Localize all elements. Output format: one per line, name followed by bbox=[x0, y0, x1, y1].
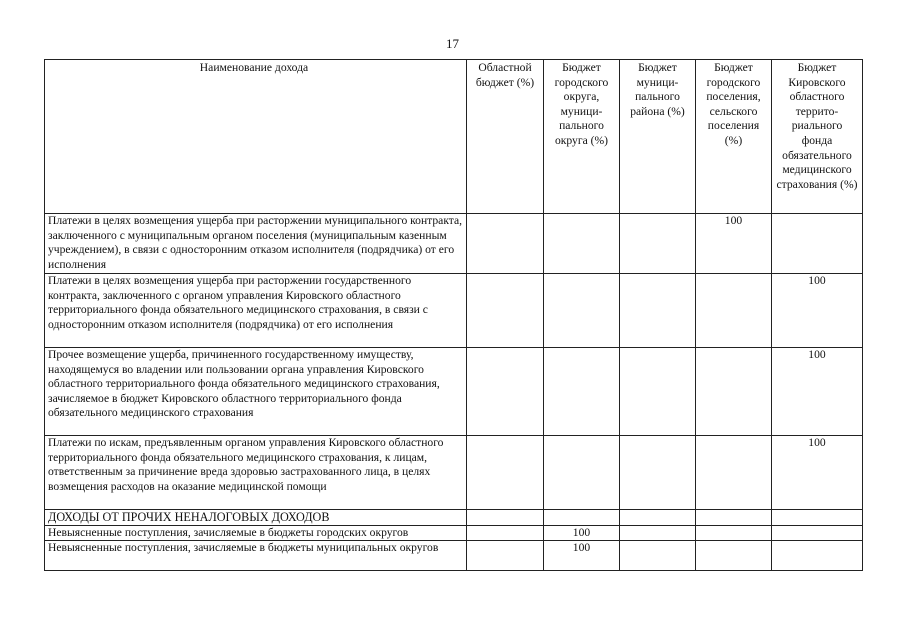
city-district-budget-cell: 100 bbox=[544, 541, 620, 571]
regional-budget-cell bbox=[467, 436, 544, 510]
municipal-district-budget-cell bbox=[620, 541, 696, 571]
medical-fund-budget-cell: 100 bbox=[772, 436, 863, 510]
page-number: 17 bbox=[446, 36, 459, 51]
municipal-district-budget-cell bbox=[620, 510, 696, 526]
table-row bbox=[45, 541, 863, 571]
municipal-district-budget-cell bbox=[620, 436, 696, 510]
revenue-name-cell: Платежи в целях возмещения ущерба при расторжении муниципального контракта, заключенного с муниципальным органом поселения (муниципальным казенным учреждением), в связи с односторонним отказом исполнителя (подрядчика) от его исполнения bbox=[45, 214, 467, 274]
medical-fund-budget-cell: 100 bbox=[772, 274, 863, 348]
table-row bbox=[45, 348, 863, 436]
municipal-district-budget-cell bbox=[620, 274, 696, 348]
header-settlement-budget: Бюджет городского поселения, сельского поселения (%) bbox=[696, 60, 772, 214]
city-district-budget-cell bbox=[544, 274, 620, 348]
city-district-budget-cell bbox=[544, 436, 620, 510]
city-district-budget-cell bbox=[544, 214, 620, 274]
settlement-budget-cell bbox=[696, 436, 772, 510]
regional-budget-cell bbox=[467, 525, 544, 541]
header-medical-insurance-fund-budget: Бюджет Кировского областного террито-риального фонда обязательного медицинского страхования (%) bbox=[772, 60, 863, 214]
settlement-budget-cell bbox=[696, 348, 772, 436]
regional-budget-cell bbox=[467, 348, 544, 436]
city-district-budget-cell bbox=[544, 510, 620, 526]
city-district-budget-cell bbox=[544, 348, 620, 436]
municipal-district-budget-cell bbox=[620, 348, 696, 436]
revenue-name-cell: Невыясненные поступления, зачисляемые в бюджеты муниципальных округов bbox=[45, 541, 467, 571]
table-row bbox=[45, 274, 863, 348]
medical-fund-budget-cell bbox=[772, 214, 863, 274]
medical-fund-budget-cell bbox=[772, 541, 863, 571]
header-municipal-district-budget: Бюджет муници-пального района (%) bbox=[620, 60, 696, 214]
header-city-district-budget: Бюджет городского округа, муници-пального округа (%) bbox=[544, 60, 620, 214]
medical-fund-budget-cell bbox=[772, 525, 863, 541]
revenue-name-cell: Платежи по искам, предъявленным органом управления Кировского областного территориального фонда обязательного медицинского страхования, к лицам, ответственным за причинение вреда здоровью застрахованного лица, в целях возмещения расходов на оказание медицинской помощи bbox=[45, 436, 467, 510]
table-row bbox=[45, 510, 863, 526]
header-revenue-name: Наименование дохода bbox=[45, 60, 467, 214]
revenue-name-cell: Прочее возмещение ущерба, причиненного государственному имуществу, находящемуся во владении или пользовании органа управления Кировского областного территориального фонда обязательного медицинского страхования, зачисляемое в бюджет Кировского областного территориального фонда обязательного медицинского страхования bbox=[45, 348, 467, 436]
revenue-name-cell: Платежи в целях возмещения ущерба при расторжении государственного контракта, заключенного с органом управления Кировского областного территориального фонда обязательного медицинского страхования, в связи с односторонним отказом исполнителя (подрядчика) от его исполнения bbox=[45, 274, 467, 348]
municipal-district-budget-cell bbox=[620, 214, 696, 274]
section-title-cell: ДОХОДЫ ОТ ПРОЧИХ НЕНАЛОГОВЫХ ДОХОДОВ bbox=[45, 510, 467, 526]
table-row bbox=[45, 214, 863, 274]
regional-budget-cell bbox=[467, 274, 544, 348]
medical-fund-budget-cell: 100 bbox=[772, 348, 863, 436]
settlement-budget-cell bbox=[696, 274, 772, 348]
settlement-budget-cell: 100 bbox=[696, 214, 772, 274]
revenue-name-cell: Невыясненные поступления, зачисляемые в бюджеты городских округов bbox=[45, 525, 467, 541]
regional-budget-cell bbox=[467, 214, 544, 274]
header-regional-budget: Областной бюджет (%) bbox=[467, 60, 544, 214]
city-district-budget-cell: 100 bbox=[544, 525, 620, 541]
table-row bbox=[45, 436, 863, 510]
municipal-district-budget-cell bbox=[620, 525, 696, 541]
settlement-budget-cell bbox=[696, 541, 772, 571]
medical-fund-budget-cell bbox=[772, 510, 863, 526]
revenue-distribution-table bbox=[44, 59, 863, 571]
settlement-budget-cell bbox=[696, 510, 772, 526]
settlement-budget-cell bbox=[696, 525, 772, 541]
table-row bbox=[45, 525, 863, 541]
regional-budget-cell bbox=[467, 541, 544, 571]
table-header-row bbox=[45, 60, 863, 214]
regional-budget-cell bbox=[467, 510, 544, 526]
